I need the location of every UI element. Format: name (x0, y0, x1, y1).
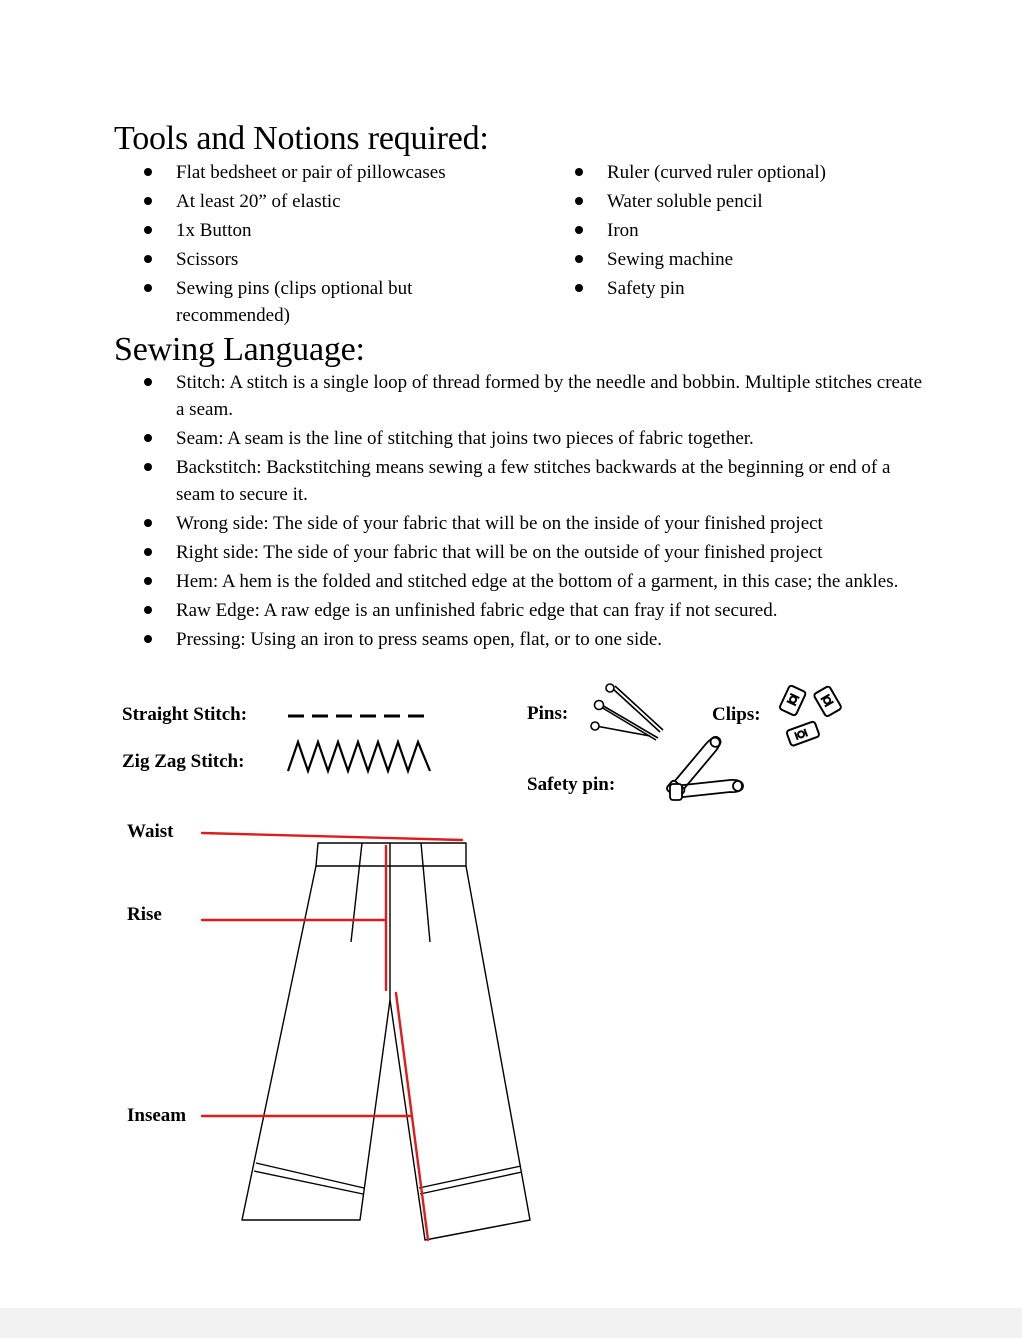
list-item: Right side: The side of your fabric that will be on the outside of your finished project (114, 539, 924, 566)
zig-zag-stitch-label: Zig Zag Stitch: (122, 751, 245, 772)
waist-label: Waist (127, 821, 174, 842)
inseam-label: Inseam (127, 1105, 187, 1126)
language-title: Sewing Language: (114, 331, 365, 368)
list-item: Scissors (114, 246, 514, 273)
safety-pin-label: Safety pin: (527, 774, 616, 795)
list-item: Stitch: A stitch is a single loop of thread formed by the needle and bobbin. Multiple stitches create a seam. (114, 369, 924, 423)
list-item: Iron (545, 217, 945, 244)
list-item: Flat bedsheet or pair of pillowcases (114, 159, 514, 186)
list-item: Wrong side: The side of your fabric that will be on the inside of your finished project (114, 510, 924, 537)
right-cuff-line-1 (419, 1166, 521, 1188)
list-item: Backstitch: Backstitching means sewing a few stitches backwards at the beginning or end of a seam to secure it. (114, 454, 924, 508)
rise-label: Rise (127, 904, 162, 925)
list-item: Seam: A seam is the line of stitching that joins two pieces of fabric together. (114, 425, 924, 452)
list-item: Water soluble pencil (545, 188, 945, 215)
pins-label: Pins: (527, 703, 569, 724)
list-item: Sewing machine (545, 246, 945, 273)
list-item: Ruler (curved ruler optional) (545, 159, 945, 186)
list-item: Sewing pins (clips optional but recommended) (114, 275, 456, 329)
list-item: Safety pin (545, 275, 945, 302)
clips-label: Clips: (712, 704, 761, 725)
waistband-outline (316, 843, 466, 866)
right-cuff-line-2 (420, 1172, 522, 1194)
list-item: At least 20” of elastic (114, 188, 514, 215)
list-item: Raw Edge: A raw edge is an unfinished fabric edge that can fray if not secured. (114, 597, 924, 624)
straight-stitch-label: Straight Stitch: (122, 704, 248, 725)
tools-title: Tools and Notions required: (114, 120, 489, 157)
list-item: Hem: A hem is the folded and stitched edge at the bottom of a garment, in this case; the ankles. (114, 568, 924, 595)
left-pleat (351, 843, 362, 942)
list-item: Pressing: Using an iron to press seams open, flat, or to one side. (114, 626, 924, 653)
waist-line (202, 833, 462, 840)
list-item: 1x Button (114, 217, 514, 244)
right-pleat (421, 843, 430, 942)
